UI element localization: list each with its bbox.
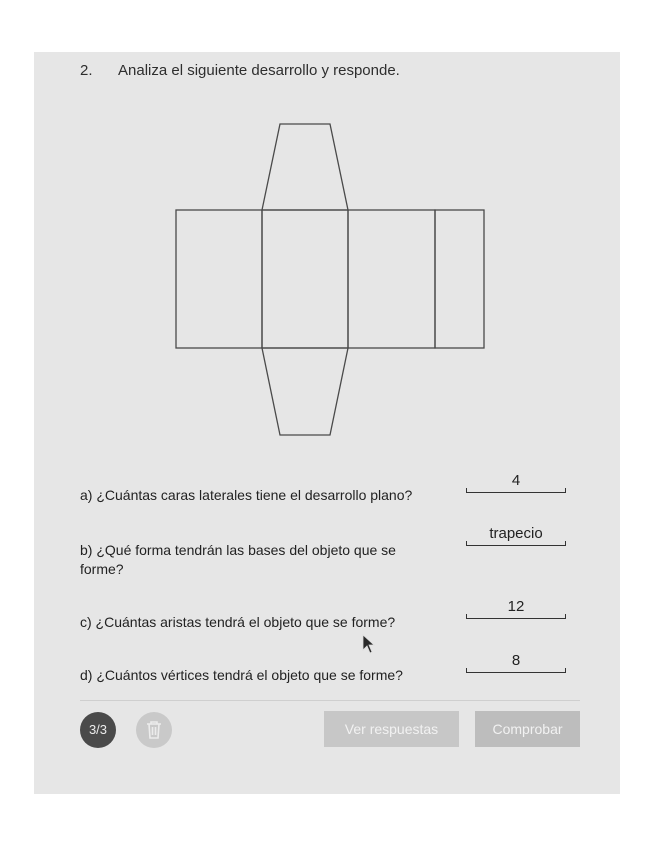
- question-number: 2.: [80, 62, 93, 79]
- answer-a-field[interactable]: 4: [466, 470, 566, 493]
- net-face-4: [435, 210, 484, 348]
- net-base-top: [262, 124, 348, 210]
- net-base-bottom: [262, 348, 348, 435]
- question-c: c) ¿Cuántas aristas tendrá el objeto que se forme?: [80, 614, 396, 630]
- question-b-line2: forme?: [80, 561, 124, 577]
- answer-d-field[interactable]: 8: [466, 650, 566, 673]
- delete-button[interactable]: [136, 712, 172, 748]
- check-button[interactable]: Comprobar: [475, 711, 580, 747]
- question-a: a) ¿Cuántas caras laterales tiene el desarrollo plano?: [80, 487, 413, 503]
- question-b: [80, 541, 396, 579]
- question-d: d) ¿Cuántos vértices tendrá el objeto que se forme?: [80, 667, 403, 683]
- question-text: Analiza el siguiente desarrollo y responde.: [118, 62, 400, 79]
- trash-icon: [145, 720, 163, 740]
- toolbar-divider: [80, 700, 580, 701]
- question-b-line1: b) ¿Qué forma tendrán las bases del objeto que se: [80, 542, 396, 558]
- net-face-2: [262, 210, 348, 348]
- mouse-cursor-icon: [362, 634, 376, 654]
- answer-b-field[interactable]: trapecio: [466, 523, 566, 546]
- net-face-1: [176, 210, 262, 348]
- net-face-3: [348, 210, 435, 348]
- answer-c-field[interactable]: 12: [466, 596, 566, 619]
- page-indicator[interactable]: 3/3: [80, 712, 116, 748]
- show-answers-button[interactable]: Ver respuestas: [324, 711, 459, 747]
